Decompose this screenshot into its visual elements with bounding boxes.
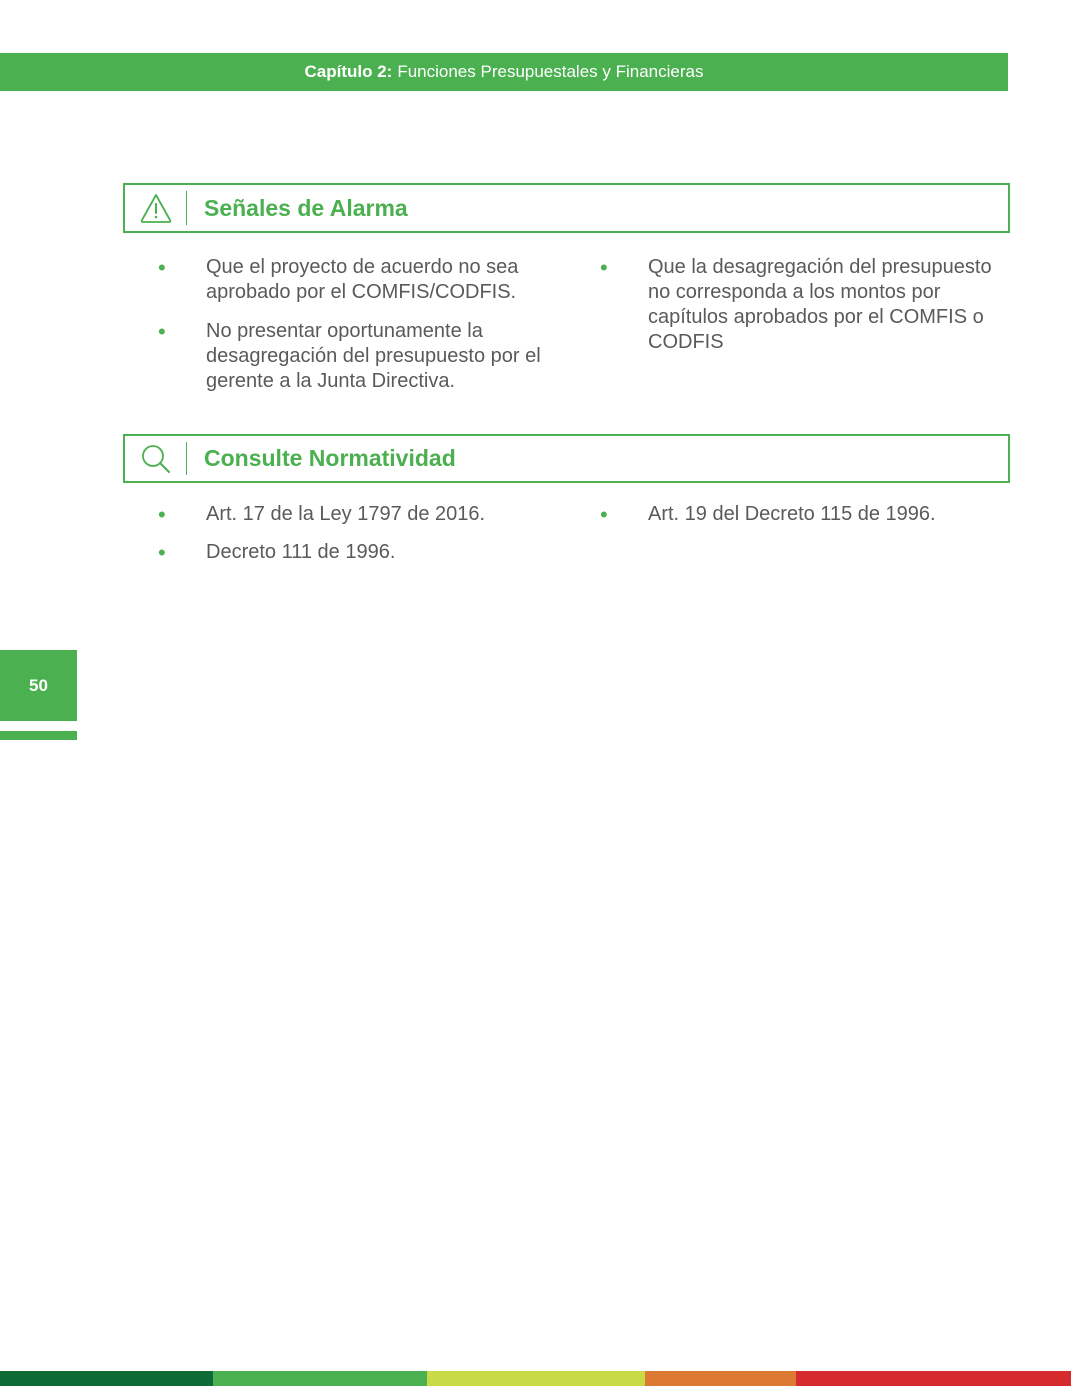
chapter-label: Capítulo 2:: [304, 62, 393, 81]
norm-list-left: [158, 502, 558, 565]
chapter-header-bar: [0, 53, 1008, 91]
bullet-icon: •: [158, 319, 166, 344]
norm-list-right: [600, 502, 1000, 527]
bullet-icon: •: [158, 502, 166, 527]
page-number: 50: [0, 650, 77, 721]
footer-segment: [427, 1371, 645, 1386]
list-item: • Decreto 111 de 1996.: [158, 540, 396, 565]
list-item: • Que la desagregación del presupuesto no corresponda a los montos por capítulos aprobados por el COMFIS o CODFIS: [600, 255, 992, 353]
alarm-section-title: Señales de Alarma: [204, 194, 408, 221]
footer-color-strip: [0, 1371, 1071, 1386]
alarm-list-left: [158, 255, 548, 394]
search-icon: [125, 436, 187, 481]
footer-segment: [0, 1371, 213, 1386]
alarm-section-header: [123, 183, 1010, 233]
norm-section-header: [123, 434, 1010, 483]
bullet-icon: •: [600, 502, 608, 527]
bullet-icon: •: [158, 540, 166, 565]
list-item: • Art. 19 del Decreto 115 de 1996.: [600, 502, 936, 527]
alarm-list-right: [600, 255, 1000, 355]
warning-triangle-icon: [125, 185, 187, 231]
list-item: • Art. 17 de la Ley 1797 de 2016.: [158, 502, 486, 527]
bullet-icon: •: [158, 255, 166, 280]
footer-segment: [645, 1371, 796, 1386]
footer-segment: [796, 1371, 1071, 1386]
norm-section-title: Consulte Normatividad: [204, 445, 456, 471]
chapter-title: Funciones Presupuestales y Financieras: [397, 62, 704, 81]
list-item: • Que el proyecto de acuerdo no sea aprobado por el COMFIS/CODFIS.: [158, 255, 519, 303]
bullet-icon: •: [600, 255, 608, 280]
list-item: • No presentar oportunamente la desagregación del presupuesto por el gerente a la Junta Directiva.: [158, 319, 541, 392]
footer-segment: [213, 1371, 427, 1386]
page-number-underline: [0, 731, 77, 740]
